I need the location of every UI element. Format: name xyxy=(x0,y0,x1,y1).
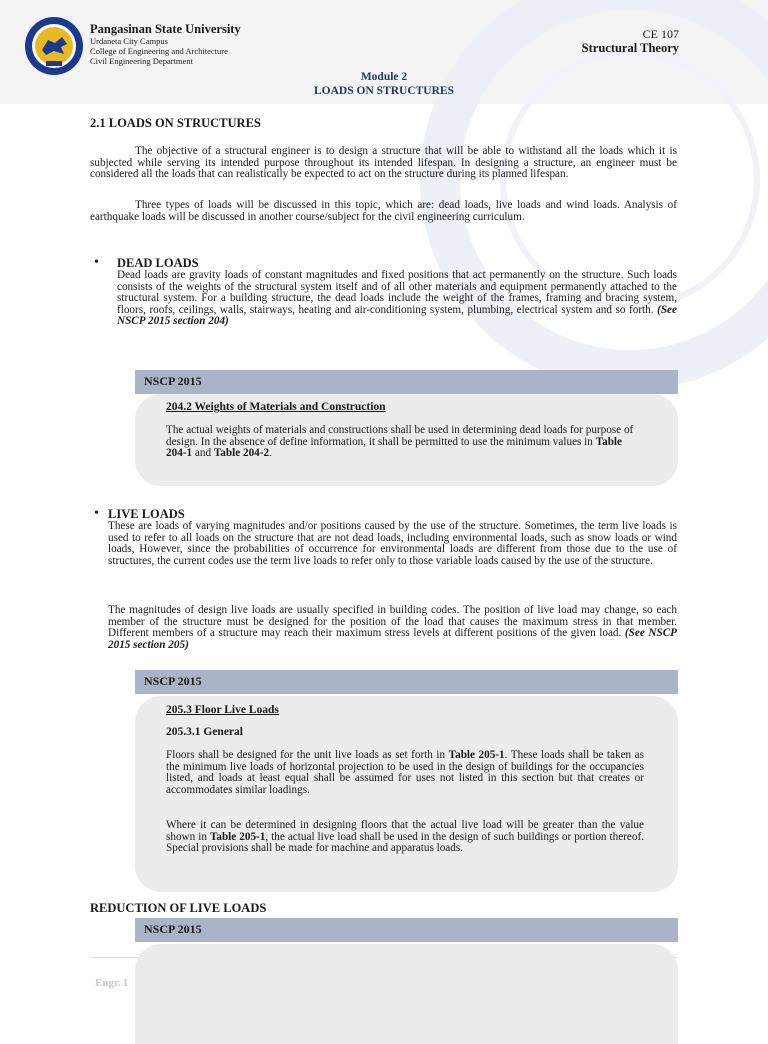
dead-loads-body: Dead loads are gravity loads of constant magnitudes and fixed positions that act permanently on the structure. Such loads consists of the weights of the structural system itself and of all other materials and equipment permanently attached to the structural system. For a building structure, the dead loads include the weight of the frames, framing and bracing system, floors, roofs, ceilings, walls, stairways, heating and air-conditioning system, plumbing, electrical system and so forth. xyxy=(117,269,677,316)
live-loads-heading: LIVE LOADS xyxy=(108,507,185,521)
nscp-box-1-text xyxy=(166,425,644,460)
campus-name: Urdaneta City Campus xyxy=(90,36,168,46)
nscp-bar-3 xyxy=(135,918,678,942)
nscp-bar-2 xyxy=(135,670,678,694)
nscp-bar-1-label: NSCP 2015 xyxy=(144,374,202,388)
nscp-box-2-paragraph-2 xyxy=(166,820,644,855)
nscp-bar-1 xyxy=(135,370,678,394)
university-seal-icon xyxy=(24,16,84,76)
course-title: Structural Theory xyxy=(581,41,679,55)
nscp-box-1-title: 204.2 Weights of Materials and Construction xyxy=(166,401,386,413)
period-text: . xyxy=(269,447,272,460)
college-name: College of Engineering and Architecture xyxy=(90,46,228,56)
section-heading: 2.1 LOADS ON STRUCTURES xyxy=(90,116,261,130)
module-title: LOADS ON STRUCTURES xyxy=(314,85,454,97)
reduction-heading: REDUCTION OF LIVE LOADS xyxy=(90,901,267,915)
dead-loads-reference: (See NSCP 2015 section 204) xyxy=(117,303,677,328)
and-text: and xyxy=(192,447,214,460)
university-block xyxy=(90,22,241,66)
nscp-bar-3-label: NSCP 2015 xyxy=(144,922,202,936)
nscp-box-2 xyxy=(135,696,678,892)
nscp-box-2-subtitle: 205.3.1 General xyxy=(166,726,243,738)
department-name: Civil Engineering Department xyxy=(90,56,193,66)
table-205-1-ref: Table 205-1 xyxy=(448,749,505,761)
box-2-p1-a: Floors shall be designed for the unit live loads as set forth in xyxy=(166,749,449,761)
university-name: Pangasinan State University xyxy=(90,22,241,36)
live-loads-reference: (See NSCP 2015 section 205) xyxy=(108,627,677,651)
nscp-box-2-title: 205.3 Floor Live Loads xyxy=(166,704,279,716)
nscp-box-2-paragraph-1 xyxy=(166,750,644,796)
box-2-p2-b: , the actual live load shall be used in the design of such buildings or portion thereof. Special provisions shall be made for machine and apparatus loads. xyxy=(166,830,644,855)
bullet-icon: • xyxy=(94,255,99,270)
dead-loads-heading: DEAD LOADS xyxy=(117,256,199,270)
table-204-1-ref: Table 204-1 xyxy=(166,435,623,460)
box-2-p1-b: . These loads shall be taken as the minimum live loads of horizontal projection to be used in the design of buildings for the occupancies listed, and loads at least equal shall be assumed for uses not listed in this section but that creates or accommodates similar loadings. xyxy=(166,749,644,796)
course-block xyxy=(582,27,679,56)
live-loads-paragraph-2 xyxy=(108,605,677,651)
nscp-box-1 xyxy=(135,394,678,486)
box-2-p2-a: Where it can be determined in designing floors that the actual live load will be greater than the value shown in xyxy=(166,819,644,843)
course-code: CE 107 xyxy=(642,27,679,41)
table-204-2-ref: Table 204-2 xyxy=(213,447,270,460)
nscp-bar-2-label: NSCP 2015 xyxy=(144,674,202,688)
intro-paragraph-1: The objective of a structural engineer is to design a structure that will be able to withstand all the loads which it is subjected while serving its intended purpose throughout its intended lifespan. In designing a structure, an engineer must be considered all the loads that can realistically be expected to act on the structure during its planned lifespan. xyxy=(90,145,677,181)
footer-author: Engr. I xyxy=(95,977,128,989)
nscp-box-3 xyxy=(135,944,678,1044)
intro-paragraph-2: Three types of loads will be discussed in this topic, which are: dead loads, live loads and wind loads. Analysis of earthquake loads will be discussed in another course/subject for the civil engineering curriculum. xyxy=(90,199,677,223)
bullet-icon: • xyxy=(94,506,99,521)
module-number: Module 2 xyxy=(360,71,408,83)
dead-loads-text xyxy=(117,270,677,328)
nscp-box-1-body: The actual weights of materials and constructions shall be used in determining dead loads for purpose of design. In the absence of define information, it shall be permitted to use the minimum values in xyxy=(166,424,634,448)
live-loads-paragraph-1: These are loads of varying magnitudes and/or positions caused by the use of the structure. Sometimes, the term live loads is used to refer to all loads on the structure that are not dead loads, including environmental loads, such as snow loads or wind loads, However, since the probabilities of occurrence for environmental loads are different from those due to the use of structures, the current codes use the term live loads to refer only to those variable loads caused by the use of the structure. xyxy=(108,520,677,567)
table-205-1-ref: Table 205-1 xyxy=(209,830,266,843)
live-loads-paragraph-2-body: The magnitudes of design live loads are usually specified in building codes. The position of live load may change, so each member of the structure must be designed for the position of the load that causes the maximum stress in that member. Different members of a structure may reach their maximum stress levels at different positions of the given load. xyxy=(108,604,677,640)
